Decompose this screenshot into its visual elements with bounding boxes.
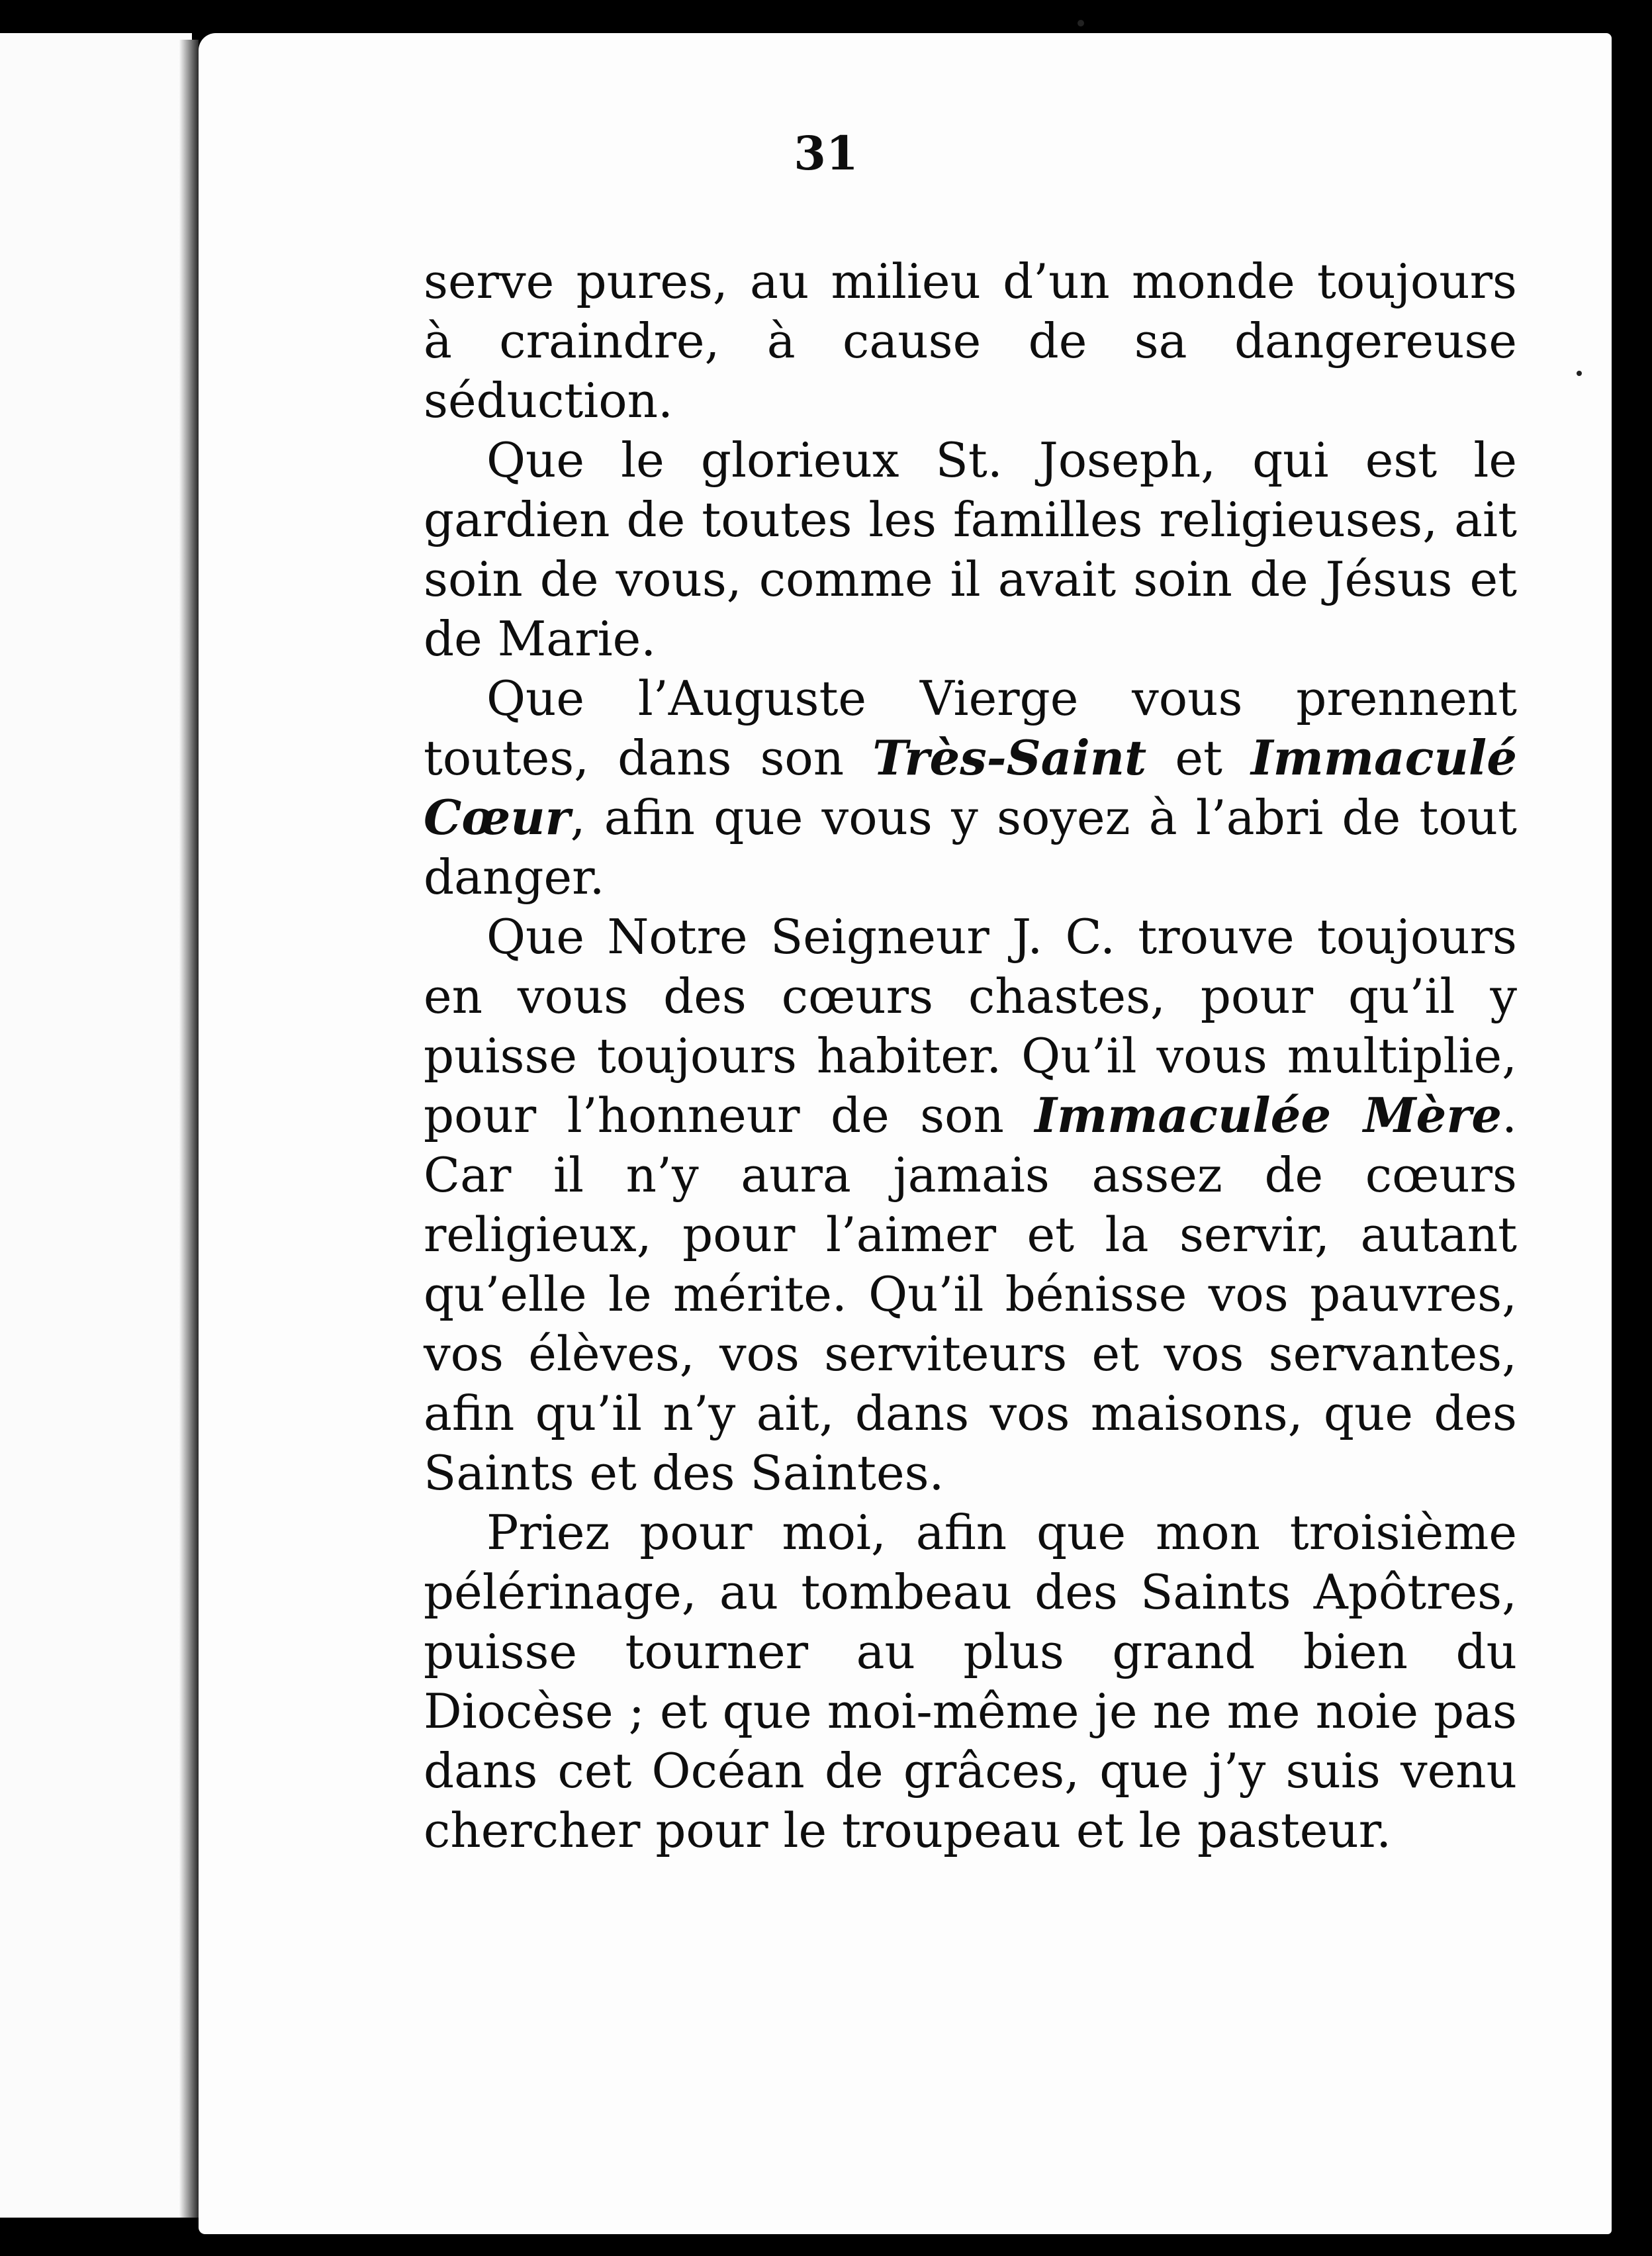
text-run: Que Notre Seigneur J. C. trouve toujours en vous des cœurs chastes, pour qu’il y puisse toujours habiter. Qu’il vous multiplie, pour l’honneur de son	[424, 909, 1517, 1143]
text-run: . Car il n’y aura jamais assez de cœurs religieux, pour l’aimer et la servir, autant qu’elle le mérite. Qu’il bénisse vos pauvres, vos élèves, vos serviteurs et vos servantes, afin qu’il n’y ait, dans vos maisons, que des Saints et des Saintes.	[424, 1088, 1517, 1501]
text-run: Priez pour moi, afin que mon troisième pélérinage, au tombeau des Saints Apôtres, puisse tourner au plus grand bien du Diocèse ; et que moi-même je ne me noie pas dans cet Océan de grâces, que j’y suis venu chercher pour le troupeau et le pasteur.	[424, 1505, 1517, 1858]
left-page-edge	[0, 33, 192, 2218]
scan-speck	[1577, 371, 1582, 376]
text-run: serve pures, au milieu d’un monde toujours à craindre, à cause de sa dangereuse séduction.	[424, 254, 1517, 428]
paragraph	[424, 430, 1517, 669]
text-run: et	[1146, 730, 1251, 786]
page-number: 31	[794, 126, 858, 181]
paragraph	[424, 907, 1517, 1503]
italic-phrase: Immaculé Cœur	[424, 729, 1517, 845]
paragraph	[424, 669, 1517, 907]
binding-shadow	[179, 40, 199, 2218]
text-run: , afin que vous y soyez à l’abri de tout danger.	[424, 790, 1517, 905]
text-run: Que l’Auguste Vierge vous prennent toutes, dans son	[424, 671, 1517, 786]
paragraph	[424, 252, 1517, 430]
italic-phrase: Immaculée Mère	[1034, 1087, 1502, 1143]
body-text	[424, 252, 1517, 1860]
italic-phrase: Très-Saint	[872, 729, 1147, 786]
paragraph	[424, 1503, 1517, 1860]
scan-speck	[1078, 20, 1084, 26]
text-run: Que le glorieux St. Joseph, qui est le gardien de toutes les familles religieuses, ait soin de vous, comme il avait soin de Jésus et de Marie.	[424, 432, 1517, 667]
